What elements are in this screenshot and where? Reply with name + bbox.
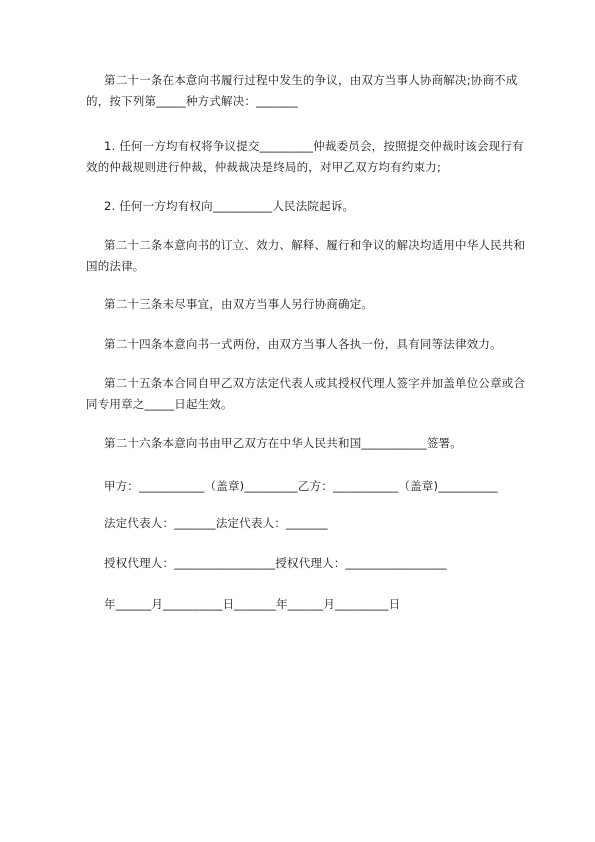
party-signature-line: 甲方：___________（盖章)_________乙方：___________（盖章)__________ (104, 479, 498, 493)
article-25-paragraph: 第二十五条本合同自甲乙双方法定代表人或其授权代理人签字并加盖单位公章或合同专用章之_____日起生效。 (86, 376, 526, 411)
article-21-paragraph: 第二十一条在本意向书履行过程中发生的争议，由双方当事人协商解决;协商不成的，按下列第_____种方式解决：_______ (86, 73, 518, 108)
article-24-paragraph: 第二十四条本意向书一式两份，由双方当事人各执一份，具有同等法律效力。 (104, 337, 502, 351)
date-line: 年______月__________日_______年______月_________日 (104, 597, 401, 611)
article-22-paragraph: 第二十二条本意向书的订立、效力、解释、履行和争议的解决均适用中华人民共和国的法律。 (86, 238, 526, 273)
court-option-paragraph: 2. 任何一方均有权向__________人民法院起诉。 (104, 199, 355, 213)
arbitration-option-paragraph: 1. 任何一方均有权将争议提交_________仲裁委员会，按照提交仲裁时该会现行有效的仲裁规则进行仲裁，仲裁裁决是终局的，对甲乙双方均有约束力; (86, 139, 524, 174)
article-26-paragraph: 第二十六条本意向书由甲乙双方在中华人民共和国___________签署。 (104, 436, 462, 450)
article-23-paragraph: 第二十三条未尽事宜，由双方当事人另行协商确定。 (104, 297, 374, 311)
legal-representative-line: 法定代表人：_______法定代表人：_______ (104, 516, 328, 530)
authorized-agent-line: 授权代理人：_________________授权代理人：_________________ (104, 556, 447, 570)
